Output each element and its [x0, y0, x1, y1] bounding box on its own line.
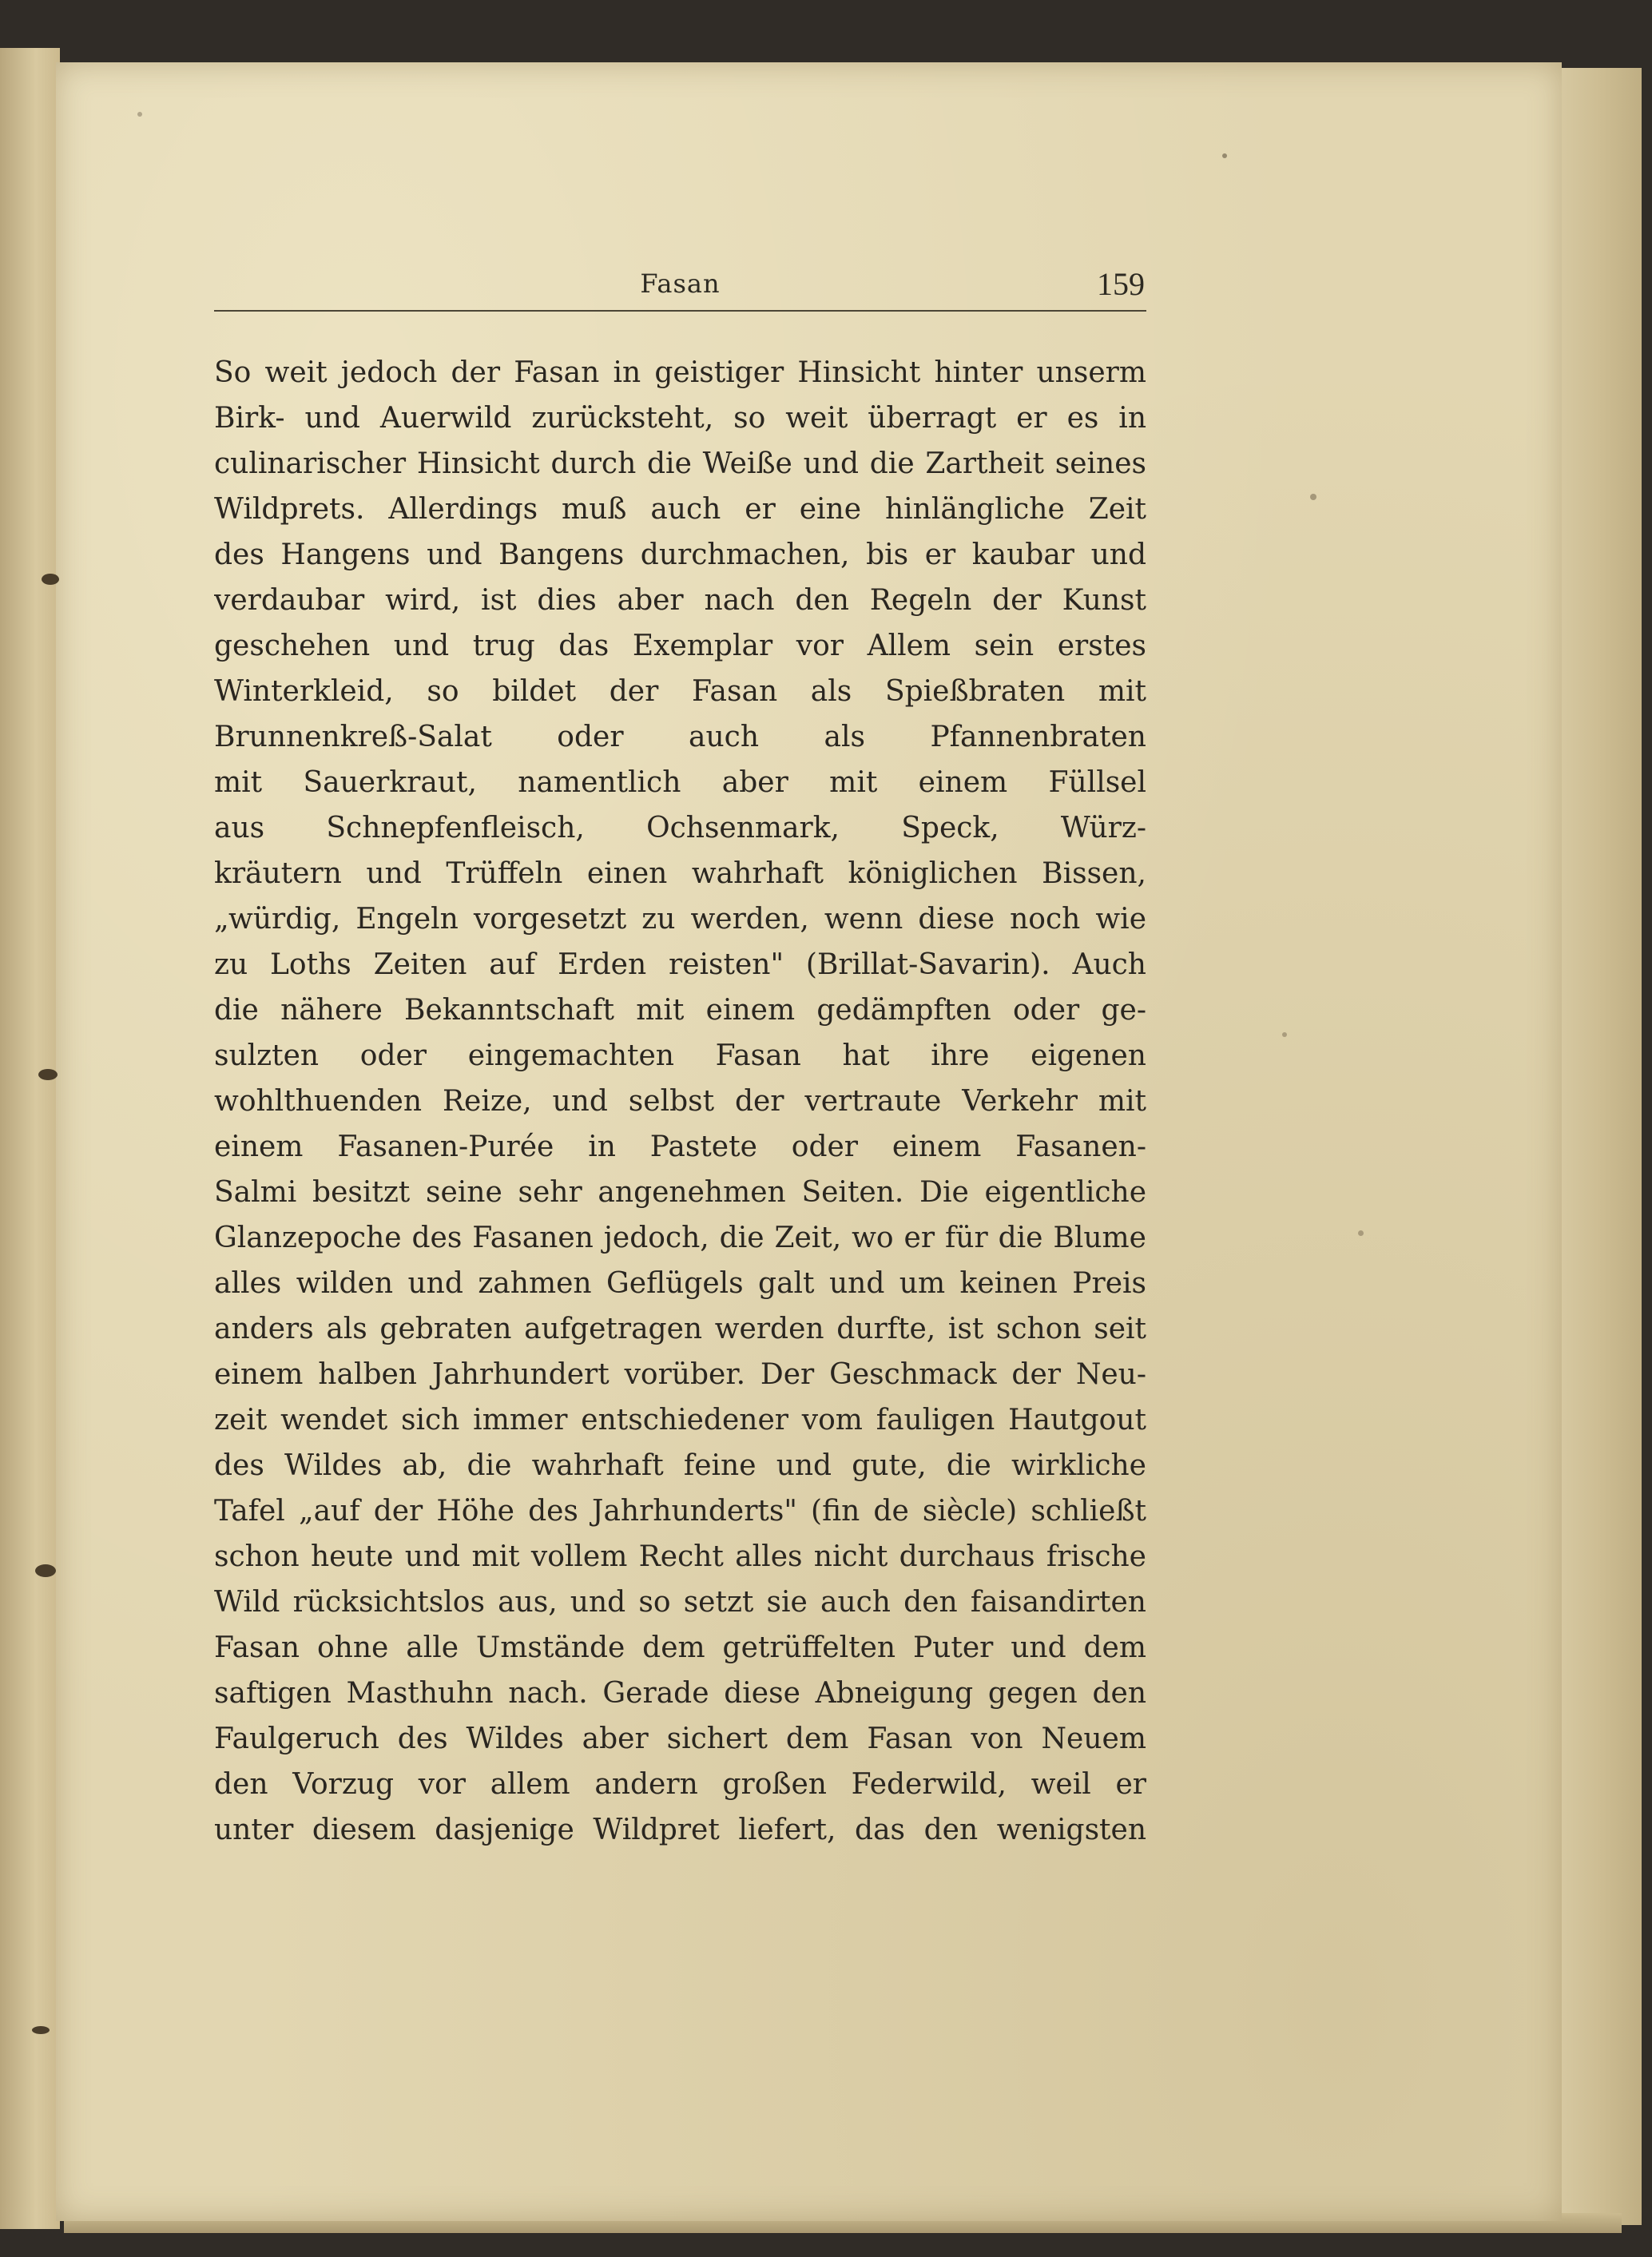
- text-line: Salmi besitzt seine sehr angenehmen Seiten. Die eigentliche: [214, 1176, 1146, 1209]
- text-line: zeit wendet sich immer entschiedener vom fauligen Hautgout: [214, 1404, 1146, 1436]
- text-line: mit Sauerkraut, namentlich aber mit einem Füllsel: [214, 766, 1146, 799]
- text-line: unter diesem dasjenige Wildpret liefert, das den wenigsten: [214, 1814, 1146, 1846]
- text-line: verdaubar wird, ist dies aber nach den Regeln der Kunst: [214, 584, 1146, 617]
- text-line: des Hangens und Bangens durchmachen, bis er kaubar und: [214, 538, 1146, 571]
- text-line: Tafel „auf der Höhe des Jahrhunderts" (fin de siècle) schließt: [214, 1495, 1146, 1528]
- text-line: schon heute und mit vollem Recht alles nicht durchaus frische: [214, 1540, 1146, 1573]
- running-head-title: Fasan: [640, 268, 721, 299]
- text-line: anders als gebraten aufgetragen werden durfte, ist schon seit: [214, 1313, 1146, 1345]
- text-line: saftigen Masthuhn nach. Gerade diese Abneigung gegen den: [214, 1677, 1146, 1710]
- text-line: Glanzepoche des Fasanen jedoch, die Zeit, wo er für die Blume: [214, 1222, 1146, 1254]
- text-line: zu Loths Zeiten auf Erden reisten" (Brillat-Savarin). Auch: [214, 948, 1146, 981]
- paper-speck: [1310, 494, 1316, 500]
- text-line: Winterkleid, so bildet der Fasan als Spießbraten mit: [214, 675, 1146, 708]
- text-line: culinarischer Hinsicht durch die Weiße und die Zartheit seines: [214, 447, 1146, 480]
- previous-page-edge: [0, 48, 60, 2229]
- text-line: Birk- und Auerwild zurücksteht, so weit überragt er es in: [214, 402, 1146, 435]
- text-line: aus Schnepfenfleisch, Ochsenmark, Speck, Würz-: [214, 812, 1146, 844]
- text-line: wohlthuenden Reize, und selbst der vertraute Verkehr mit: [214, 1085, 1146, 1118]
- text-line: Fasan ohne alle Umstände dem getrüffelten Puter und dem: [214, 1631, 1146, 1664]
- text-line: alles wilden und zahmen Geflügels galt und um keinen Preis: [214, 1267, 1146, 1300]
- paper-speck: [1222, 153, 1227, 158]
- page-stack-edge-right: [1556, 68, 1642, 2225]
- text-line: des Wildes ab, die wahrhaft feine und gute, die wirkliche: [214, 1449, 1146, 1482]
- paper-speck: [137, 112, 142, 117]
- text-line: Wild rücksichtslos aus, und so setzt sie auch den faisandirten: [214, 1586, 1146, 1619]
- binding-hole-mark: [38, 1069, 58, 1080]
- text-line: Brunnenkreß-Salat oder auch als Pfannenbraten: [214, 721, 1146, 753]
- text-line: sulzten oder eingemachten Fasan hat ihre eigenen: [214, 1039, 1146, 1072]
- binding-hole-mark: [35, 1564, 56, 1577]
- text-line: kräutern und Trüffeln einen wahrhaft königlichen Bissen,: [214, 857, 1146, 890]
- binding-hole-mark: [42, 574, 59, 585]
- page-number: 159: [1097, 266, 1145, 302]
- running-header: [214, 264, 1146, 312]
- paper-speck: [1282, 1032, 1287, 1037]
- body-text: [214, 350, 1146, 1853]
- text-line: „würdig, Engeln vorgesetzt zu werden, wenn diese noch wie: [214, 903, 1146, 936]
- text-line: die nähere Bekanntschaft mit einem gedämpften oder ge-: [214, 994, 1146, 1027]
- binding-hole-mark: [32, 2026, 50, 2034]
- text-line: So weit jedoch der Fasan in geistiger Hinsicht hinter unserm: [214, 356, 1146, 389]
- text-line: Wildprets. Allerdings muß auch er eine hinlängliche Zeit: [214, 493, 1146, 526]
- text-line: geschehen und trug das Exemplar vor Allem sein erstes: [214, 630, 1146, 662]
- text-line: einem Fasanen-Purée in Pastete oder einem Fasanen-: [214, 1130, 1146, 1163]
- text-line: einem halben Jahrhundert vorüber. Der Geschmack der Neu-: [214, 1358, 1146, 1391]
- paper-speck: [1358, 1230, 1364, 1236]
- text-line: den Vorzug vor allem andern großen Federwild, weil er: [214, 1768, 1146, 1801]
- text-line: Faulgeruch des Wildes aber sichert dem Fasan von Neuem: [214, 1723, 1146, 1755]
